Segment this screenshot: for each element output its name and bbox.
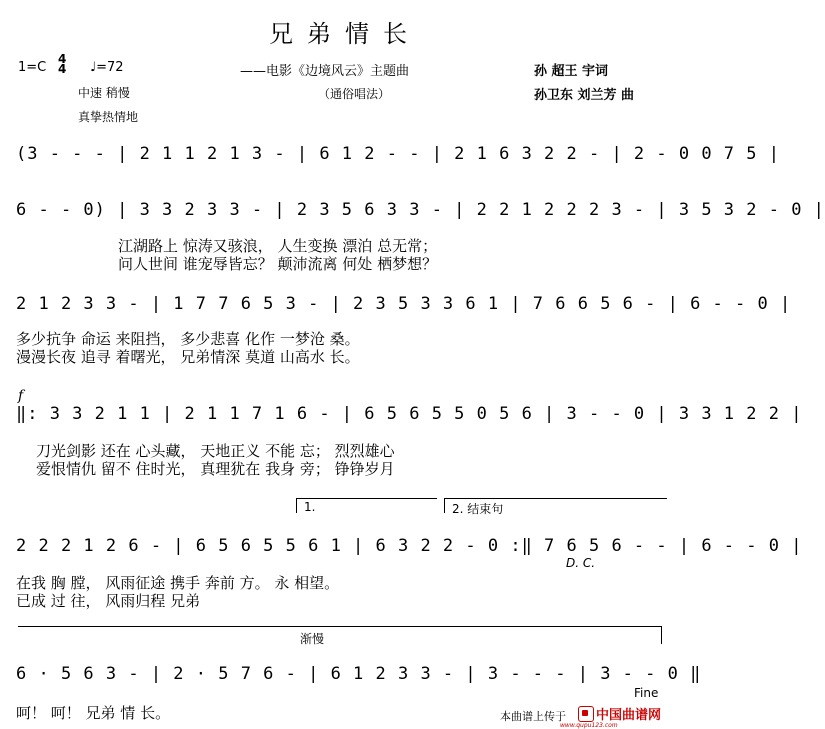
- ritardando-line: [18, 626, 662, 644]
- time-bottom: 4: [58, 62, 67, 76]
- dynamic-mark: f: [18, 388, 24, 404]
- dc-mark: D. C.: [566, 556, 596, 570]
- volta-1-bracket: [296, 498, 437, 513]
- time-top: 4: [58, 52, 67, 66]
- score-row-2: 6 - - 0) | 3 3 2 3 3 - | 2 3 5 6 3 3 - | 2 2 1 2 2 2 3 - | 3 5 3 2 - 0 |: [16, 200, 825, 220]
- fine-mark: Fine: [634, 686, 659, 700]
- lyric-row-2-verse-2: 问人世间 谁宠辱皆忘？ 颠沛流离 何处 栖梦想？: [118, 255, 438, 273]
- tempo-text: 中速 稍慢: [78, 86, 130, 100]
- score-row-4: ‖: 3 3 2 1 1 | 2 1 1 7 1 6 - | 6 5 6 5 5 0 5 6 | 3 - - 0 | 3 3 1 2 2 |: [16, 404, 803, 424]
- lyric-row-5-verse-2: 已成 过 往， 风雨归程 兄弟: [16, 592, 201, 610]
- lyric-row-3-verse-2: 漫漫长夜 追寻 着曙光， 兄弟情深 莫道 山高水 长。: [16, 348, 360, 366]
- lyric-row-6-verse-1: 呵！ 呵！ 兄弟 情 长。: [16, 704, 171, 722]
- score-row-6: 6 · 5 6 3 - | 2 · 5 7 6 - | 6 1 2 3 3 - | 3 - - - | 3 - - 0 ‖: [16, 664, 702, 684]
- tempo-marking: ♩=72: [90, 60, 124, 75]
- expression-text: 真挚热情地: [78, 110, 139, 124]
- time-signature: [58, 54, 66, 74]
- logo-domain: www.qupu123.com: [560, 722, 618, 729]
- volta-1-label: 1.: [304, 500, 316, 514]
- logo-icon: [578, 706, 594, 722]
- lyric-row-2-verse-1: 江湖路上 惊涛又骇浪， 人生变换 漂泊 总无常；: [118, 237, 438, 255]
- subtitle: ——电影《边境风云》主题曲: [240, 64, 410, 79]
- footer-text: 本曲谱上传于: [500, 710, 566, 723]
- lyric-row-4-verse-1: 刀光剑影 还在 心头藏， 天地正义 不能 忘； 烈烈雄心: [36, 442, 395, 460]
- song-title: 兄弟情长: [269, 20, 421, 48]
- ritardando-label: 渐慢: [300, 632, 325, 646]
- score-row-1: (3 - - - | 2 1 1 2 1 3 - | 6 1 2 - - | 2 1 6 3 2 2 - | 2 - 0 0 7 5 |: [16, 144, 780, 164]
- score-row-3: 2 1 2 3 3 - | 1 7 7 6 5 3 - | 2 3 5 3 3 6 1 | 7 6 6 5 6 - | 6 - - 0 |: [16, 294, 792, 314]
- composer: 孙卫东 刘兰芳 曲: [534, 88, 635, 103]
- site-logo[interactable]: [578, 704, 661, 723]
- singing-style: （通俗唱法）: [318, 87, 391, 101]
- lyric-row-3-verse-1: 多少抗争 命运 来阻挡， 多少悲喜 化作 一梦沧 桑。: [16, 330, 360, 348]
- score-row-5: 2 2 2 1 2 6 - | 6 5 6 5 5 6 1 | 6 3 2 2 - 0 :‖ 7 6 5 6 - - | 6 - - 0 |: [16, 536, 803, 556]
- volta-2-label: 2. 结束句: [452, 502, 504, 516]
- key-signature: 1=C: [18, 60, 47, 75]
- lyric-row-4-verse-2: 爱恨情仇 留不 住时光， 真理犹在 我身 旁； 铮铮岁月: [36, 460, 395, 478]
- lyricist: 孙 超王 宇词: [534, 64, 609, 79]
- logo-text: 中国曲谱网: [596, 708, 662, 723]
- lyric-row-5-verse-1: 在我 胸 膛， 风雨征途 携手 奔前 方。 永 相望。: [16, 574, 340, 592]
